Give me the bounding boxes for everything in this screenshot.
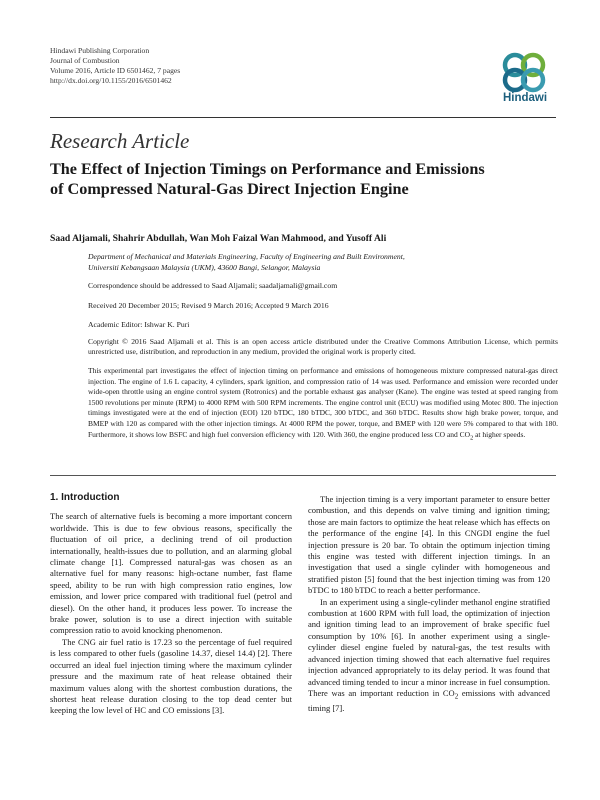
- article-dates: Received 20 December 2015; Revised 9 March 2016; Accepted 9 March 2016: [88, 301, 329, 310]
- author-list: Saad Aljamali, Shahrir Abdullah, Wan Moh Faizal Wan Mahmood, and Yusoff Ali: [50, 233, 387, 244]
- article-type: Research Article: [50, 129, 190, 153]
- paragraph: [308, 597, 550, 715]
- paragraph-subscript: 2: [454, 692, 459, 701]
- affiliation-line-1: Department of Mechanical and Materials Engineering, Faculty of Engineering and Built Environment,: [88, 252, 405, 261]
- publisher-name: Hindawi Publishing Corporation: [50, 46, 150, 55]
- volume-info: Volume 2016, Article ID 6501462, 7 pages: [50, 66, 181, 75]
- left-column: [50, 492, 292, 717]
- paragraph-text: In an experiment using a single-cylinder methanol engine stratified combustion at 1600 RPM with full load, the optimization of injection and ignition timing lead to an improvement of brake specific fuel consumption by 10% [6]. In another experiment using a single-cylinder diesel engine fueled by natural-gas, the test results with advanced injection timing showed that each alternative fuel requires injection advanced appropriately to its delay period. It was found that advanced timing tended to incur a minor increase in fuel consumption. There was an important reduction in CO: [308, 596, 550, 698]
- doi-link[interactable]: http://dx.doi.org/10.1155/2016/6501462: [50, 76, 172, 85]
- paper-title: [50, 159, 570, 199]
- section-heading-introduction: 1. Introduction: [50, 492, 120, 503]
- title-line-2: of Compressed Natural-Gas Direct Injection Engine: [50, 180, 409, 198]
- journal-header: [50, 46, 180, 86]
- abstract-divider: [50, 475, 556, 476]
- paragraph: The CNG air fuel ratio is 17.23 so the percentage of fuel required is less compared to other fuels (gasoline 14.37, diesel 14.4) [2]. There occurred an ideal fuel injection timing where the maximum cylinder pressure and the maximum rate of heat release obtained their maximum values along with the shortest combustion durations, the shortest heat release duration closing to the top dead center but keeping the low level of HC and CO emissions [3].: [50, 636, 292, 716]
- paragraph: The search of alternative fuels is becoming a more important concern worldwide. This is due to few obvious reasons, specifically the fluctuation of oil price, a declining trend of oil production internationally, health-issues due to pollution, and an alarming global climate change [1]. Compressed natural-gas was chosen as an alternative fuel for many reasons: high-octane number, fast flame speed, ability to be run with high compression ratio engines, low emission, and lower price compared with traditional fuel (petrol and diesel). On the other hand, it produces less power. To increase the brake power, solution is to use a direct injection with suitable compression ratio to avoid knocking phenomenon.: [50, 511, 292, 636]
- affiliation-line-2: Universiti Kebangsaan Malaysia (UKM), 43600 Bangi, Selangor, Malaysia: [88, 262, 321, 272]
- abstract: [88, 366, 558, 444]
- academic-editor: Academic Editor: Ishwar K. Puri: [88, 320, 190, 329]
- journal-name: Journal of Combustion: [50, 56, 120, 65]
- copyright-notice: Copyright © 2016 Saad Aljamali et al. This is an open access article distributed under the Creative Commons Attribution License, which permits unrestricted use, distribution, and reproduction in any medium, provided the original work is properly cited.: [88, 337, 558, 357]
- abstract-subscript: 2: [470, 434, 474, 442]
- paragraph-tail: emissions with advanced timing [7].: [308, 687, 550, 713]
- abstract-text: This experimental part investigates the effect of injection timing on performance and emissions of homogeneous mixture compressed natural-gas direct injection. The engine of 1.6 L capacity, 4 cylinders, spark ignition, and compression ratio of 14 was used. Performance and emission were recorded under wide-open throttle using an engine control system (Rotronics) and the portable exhaust gas analyser (Kane). The engine was tested at speed ranging from 1500 revolutions per minute (RPM) to 4000 RPM with 500 RPM increments. The engine control unit (ECU) was modified using Motec 800. The injection timings investigated were at the end of injection (EOI) 120 bTDC, 180 bTDC, 300 bTDC, and 360 bTDC. Results show high brake power, torque, and BMEP with 120 as compared with the other injection timings. At 4000 RPM the power, torque, and BMEP with 120 were 5% compared to that with 180. Furthermore, it shows low BSFC and high fuel conversion efficiency with 120. With 360, the engine produced less CO and CO: [88, 366, 558, 439]
- paragraph: The injection timing is a very important parameter to ensure better combustion, and this depends on valve timing and ignition timing; those are main factors to optimize the heat release which has effects on the performance of the engine [4]. In this CNGDI engine the fuel injection pressure is 20 bar. To obtain the optimum injection timing this engine was tested with different injection timings. In an investigation that used a single cylinder with homogeneous and stratified piston [5] found that the best injection timing was from 120 bTDC to 180 bTDC to reach a better performance.: [308, 494, 550, 596]
- hindawi-logo-text: Hindawi: [502, 92, 548, 104]
- right-column: [308, 494, 550, 714]
- affiliation: [88, 252, 558, 273]
- title-line-1: The Effect of Injection Timings on Performance and Emissions: [50, 160, 485, 178]
- abstract-tail: at higher speeds.: [473, 429, 526, 439]
- correspondence: Correspondence should be addressed to Saad Aljamali; saadaljamali@gmail.com: [88, 281, 338, 290]
- header-divider: [50, 117, 556, 118]
